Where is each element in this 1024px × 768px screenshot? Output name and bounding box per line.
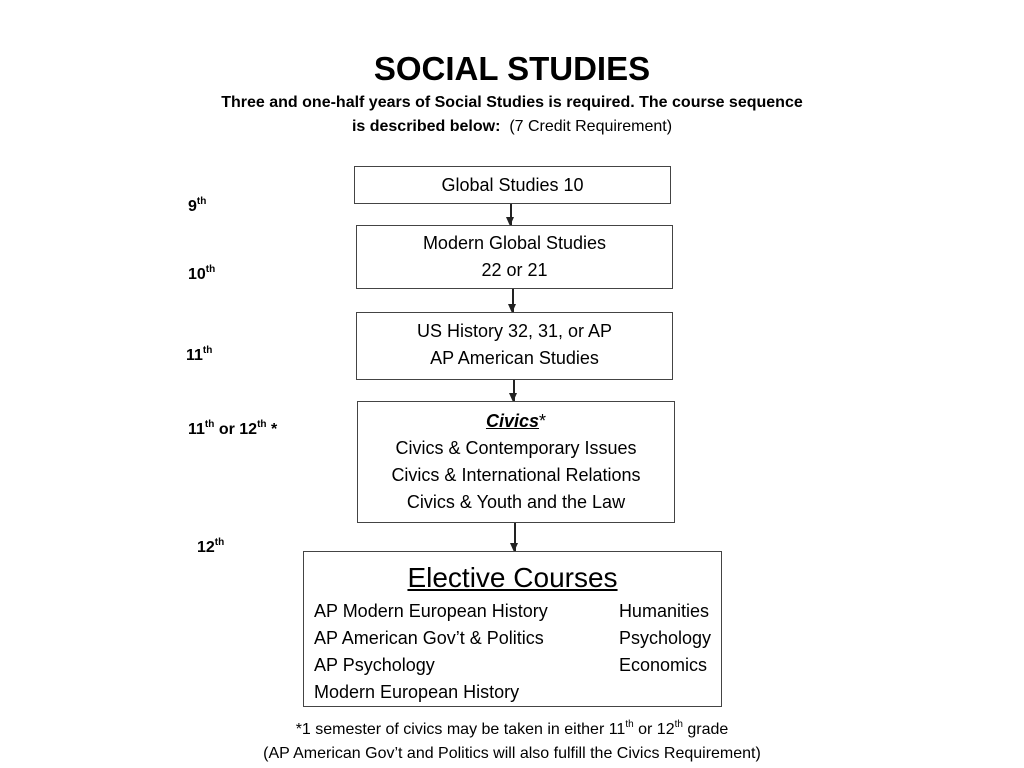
course-name: US History 32, 31, or AP [416,321,613,341]
electives-columns [304,598,721,706]
subtitle-line-1 [0,94,1024,112]
grade-sup: th [202,345,213,356]
course-name: AP American Studies [430,348,599,368]
footnote-sup: th [674,719,683,730]
electives-right-column [619,598,711,706]
course-name: Modern Global Studies [422,233,607,253]
grade-sup: th [196,196,207,207]
grade-num: 9 [188,198,197,215]
civics-heading [358,408,674,435]
grade-sup: th [257,419,267,430]
box-civics [357,401,675,523]
grade-11-label [186,347,212,365]
grade-sup: th [204,419,215,430]
footnote-text: *1 semester of civics may be taken in either 11 [295,721,626,738]
grade-sup: th [214,537,225,548]
box-elective-courses [303,551,722,707]
grade-sup: th [205,264,216,275]
elective-course: AP Modern European History [314,601,548,621]
footnote-line-2: (AP American Gov’t and Politics will also fulfill the Civics Requirement) [263,745,761,762]
civics-star: * [539,411,547,431]
arrow-down-icon [510,204,512,225]
arrow-down-icon [512,289,514,312]
civics-course: Civics & Youth and the Law [406,492,626,512]
course-number: 22 or 21 [481,260,548,280]
civics-course: Civics & Contemporary Issues [395,438,637,458]
box-global-studies [354,166,671,204]
grade-num: 12 [197,539,215,556]
elective-course: Modern European History [314,682,520,702]
grade-10-label [188,266,215,284]
grade-9-label [188,198,206,216]
arrow-down-icon [513,380,515,401]
grade-num: 11 [188,421,205,438]
footnote-line-1 [0,721,1024,739]
elective-course: Psychology [618,628,711,648]
grade-num: 10 [188,266,206,283]
subtitle-bold: is described below: [351,118,501,135]
footnote-text: or 12 [633,721,675,738]
elective-course: AP American Gov’t & Politics [314,628,544,648]
footnote-sup: th [625,719,634,730]
course-name: Global Studies 10 [441,175,584,195]
grade-12-label [197,539,224,557]
credit-requirement: (7 Credit Requirement) [509,118,673,135]
elective-course: AP Psychology [314,655,435,675]
box-us-history [356,312,673,380]
grade-11-or-12-label [188,421,277,439]
electives-heading: Elective Courses [407,562,618,593]
page-title: SOCIAL STUDIES [373,50,651,87]
subtitle-line-2 [0,118,1024,136]
grade-or: or 12 [214,421,258,438]
grade-num: 11 [186,347,203,364]
civics-course: Civics & International Relations [391,465,641,485]
electives-left-column [314,598,548,706]
civics-title: Civics [485,411,540,431]
grade-star: * [266,421,278,438]
elective-course: Economics [618,655,707,675]
arrow-down-icon [514,523,516,551]
elective-course: Humanities [618,601,709,621]
box-modern-global-studies [356,225,673,289]
footnote-text: grade [682,721,729,738]
subtitle-text: Three and one-half years of Social Studies is required. The course sequence [221,94,803,111]
